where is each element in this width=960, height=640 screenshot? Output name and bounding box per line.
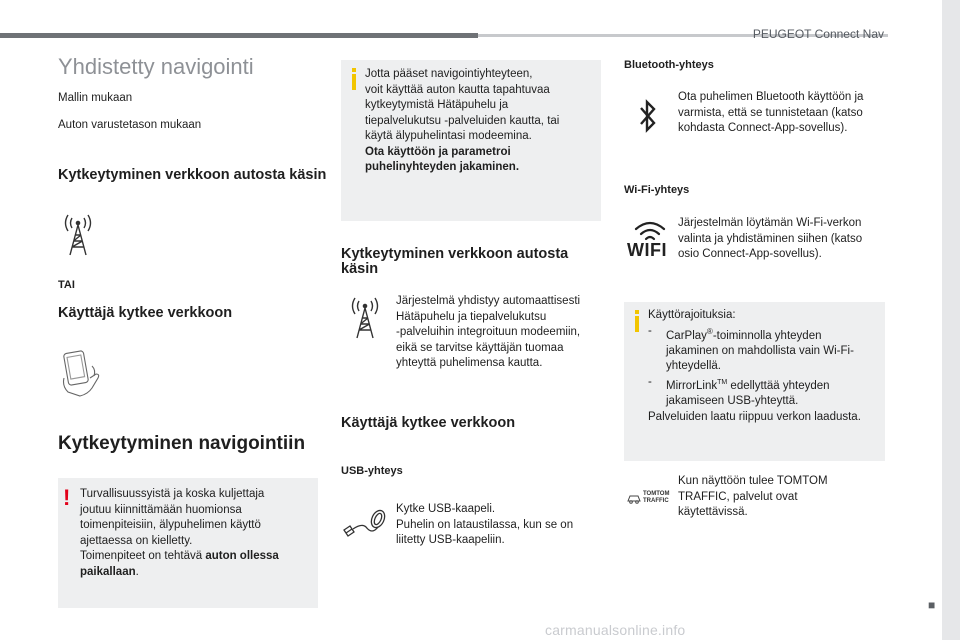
limits-text: Käyttörajoituksia: - CarPlay®-toiminnolla yhteyden jakaminen on mahdollista vain Wi-Fi- yhteydellä. - MirrorLink™ edellyttää yhteyden jakamiseen USB-yhteyttä. Palveluiden laatu riippuu verkon laadusta. xyxy=(648,309,861,423)
page-sidebar xyxy=(942,0,960,640)
info-icon xyxy=(349,68,359,90)
wifi-label: Wi-Fi-yhteys xyxy=(624,184,690,196)
heading-auto-connect: Kytkeytyminen verkkoon autosta käsin xyxy=(58,167,327,183)
info-text-sharing: Jotta pääset navigointiyhteyteen, voit käyttää auton kautta tapahtuvaa kytkeytymistä Hätäpuhelu ja tiepalvelukutsu -palveluiden kautta, tai käytä älypuhelintasi modeemina. Ota käyttöön ja parametroi puhelinyhteyden jakaminen. xyxy=(365,68,560,173)
smartphone-hand-icon xyxy=(58,348,106,398)
usb-cable-icon xyxy=(340,505,386,541)
heading-auto-connect-2: Kytkeytyminen verkkoon autosta käsin xyxy=(341,246,569,277)
bluetooth-text: Ota puhelimen Bluetooth käyttöön ja varmista, että se tunnistetaan (katso kohdasta Connect-App-sovellus). xyxy=(678,91,864,134)
or-label: TAI xyxy=(58,279,75,291)
bluetooth-icon xyxy=(637,99,659,133)
heading-user-connect: Käyttäjä kytkee verkkoon xyxy=(58,305,233,321)
info-icon-2 xyxy=(632,310,642,332)
page-number: 15 xyxy=(917,609,933,625)
info-box-sharing xyxy=(341,60,601,221)
model-note: Mallin mukaan xyxy=(58,92,133,104)
page-title: Yhdistetty navigointi xyxy=(58,54,254,79)
tomtom-traffic-icon xyxy=(626,491,642,505)
wifi-icon xyxy=(630,221,670,241)
tomtom-icon-label: TOMTOM TRAFFIC xyxy=(643,491,670,504)
info-box-limits xyxy=(624,302,885,461)
usb-label: USB-yhteys xyxy=(341,465,403,477)
usb-text: Kytke USB-kaapeli. Puhelin on lataustilassa, kun se on liitetty USB-kaapeliin. xyxy=(396,503,574,546)
heading-user-connect-2: Käyttäjä kytkee verkkoon xyxy=(341,415,516,431)
antenna-icon xyxy=(58,213,98,257)
warning-icon: ! xyxy=(63,485,71,510)
wifi-icon-text: WIFI xyxy=(627,240,667,260)
brand-label: PEUGEOT Connect Nav xyxy=(752,27,884,41)
warning-text: Turvallisuussyistä ja koska kuljettaja joutuu kiinnittämään huomionsa toimenpiteisiin, älypuhelimen käyttö ajettaessa on kielletty. Toimenpiteet on tehtävä auton ollessa paikallaan. xyxy=(80,488,279,578)
equipment-note: Auton varustetason mukaan xyxy=(58,119,202,131)
tomtom-text: Kun näyttöön tulee TOMTOM TRAFFIC, palvelut ovat käytettävissä. xyxy=(678,475,828,518)
page-marker: ■ xyxy=(928,598,936,612)
bluetooth-label: Bluetooth-yhteys xyxy=(624,59,714,71)
header-bar xyxy=(0,33,478,38)
warning-box xyxy=(58,478,318,608)
watermark: carmanualsonline.info xyxy=(545,622,686,638)
antenna-icon-2 xyxy=(345,296,385,340)
auto-connect-text: Järjestelmä yhdistyy automaattisesti Hätäpuhelu ja tiepalvelukutsu -palveluihin integroituun modeemiin, eikä se tarvitse käyttäjän tuomaa yhteyttä puhelimensa kautta. xyxy=(396,295,581,369)
heading-navigation-connect: Kytkeytyminen navigointiin xyxy=(58,433,306,454)
wifi-text: Järjestelmän löytämän Wi-Fi-verkon valinta ja yhdistäminen siihen (katso osio Connect-App-sovellus). xyxy=(678,217,863,260)
